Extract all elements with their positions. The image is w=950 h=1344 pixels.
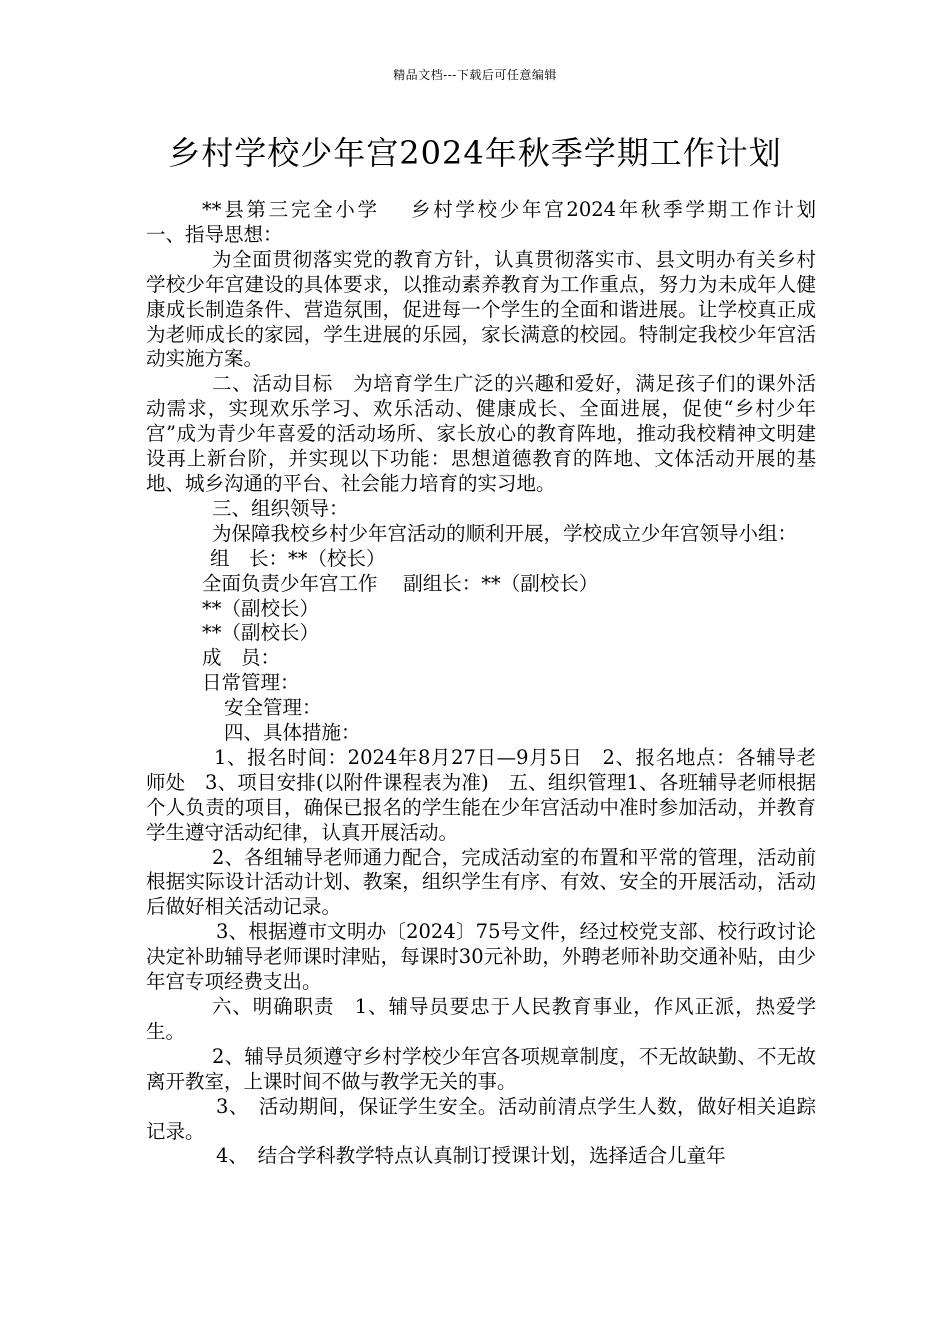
body-paragraph: 3、根据遵市文明办〔2024〕75号文件，经过校党支部、校行政讨论决定补助辅导老师课时津贴，每课时30元补助，外聘老师补助交通补贴，由少年宫专项经费支出。: [146, 920, 816, 994]
body-paragraph: **县第三完全小学 乡村学校少年宫2024年秋季学期工作计划 一、指导思想：: [146, 198, 856, 246]
body-paragraph: 六、明确职责 1、辅导员要忠于人民教育事业，作风正派，热爱学生。: [146, 995, 816, 1043]
body-paragraph: 成 员：: [202, 646, 281, 670]
body-paragraph: 2、辅导员须遵守乡村学校少年宫各项规章制度，不无故缺勤、不无故离开教室，上课时间不做与教学无关的事。: [146, 1044, 816, 1093]
body-paragraph: 1、报名时间：2024年8月27日—9月5日 2、报名地点：各辅导老师处 3、项目安排(以附件课程表为准) 五、组织管理1、各班辅导老师根据个人负责的项目，确保已报名的学生能在少年宫活动中准时参加活动，并教育学生遵守活动纪律，认真开展活动。: [146, 745, 816, 844]
body-paragraph: 全面负责少年宫工作 副组长：**（副校长）: [202, 571, 599, 595]
document-title: 乡村学校少年宫2024年秋季学期工作计划: [168, 134, 782, 172]
body-paragraph: 为保障我校乡村少年宫活动的顺利开展，学校成立少年宫领导小组：: [212, 521, 798, 545]
body-paragraph: 安全管理：: [224, 696, 322, 720]
body-paragraph: 组 长：**（校长）: [210, 546, 386, 570]
body-paragraph: 日常管理：: [202, 671, 300, 695]
header-note: 精品文档---下载后可任意编辑: [393, 68, 557, 82]
document-body: [146, 198, 856, 1169]
body-paragraph: 2、各组辅导老师通力配合，完成活动室的布置和平常的管理，活动前根据实际设计活动计划、教案，组织学生有序、有效、安全的开展活动，活动后做好相关活动记录。: [146, 845, 816, 919]
body-paragraph: 二、活动目标 为培育学生广泛的兴趣和爱好，满足孩子们的课外活动需求，实现欢乐学习、欢乐活动、健康成长、全面进展，促使“乡村少年宫”成为青少年喜爱的活动场所、家长放心的教育阵地，推动我校精神文明建设再上新台阶，并实现以下功能：思想道德教育的阵地、文体活动开展的基地、城乡沟通的平台、社会能力培育的实习地。: [146, 372, 816, 495]
body-paragraph: 3、 活动期间，保证学生安全。活动前清点学生人数，做好相关追踪记录。: [146, 1094, 816, 1143]
body-paragraph: 四、具体措施：: [224, 721, 361, 745]
body-paragraph: 三、组织领导：: [212, 496, 349, 520]
body-paragraph: 4、 结合学科教学特点认真制订授课计划，选择适合儿童年: [216, 1144, 726, 1168]
body-paragraph: **（副校长）: [202, 621, 320, 645]
body-paragraph: 为全面贯彻落实党的教育方针，认真贯彻落实市、县文明办有关乡村学校少年宫建设的具体要求，以推动素养教育为工作重点，努力为未成年人健康成长制造条件、营造氛围，促进每一个学生的全面和谐进展。让学校真正成为老师成长的家园，学生进展的乐园，家长满意的校园。特制定我校少年宫活动实施方案。: [146, 247, 816, 371]
body-paragraph: **（副校长）: [202, 596, 320, 620]
